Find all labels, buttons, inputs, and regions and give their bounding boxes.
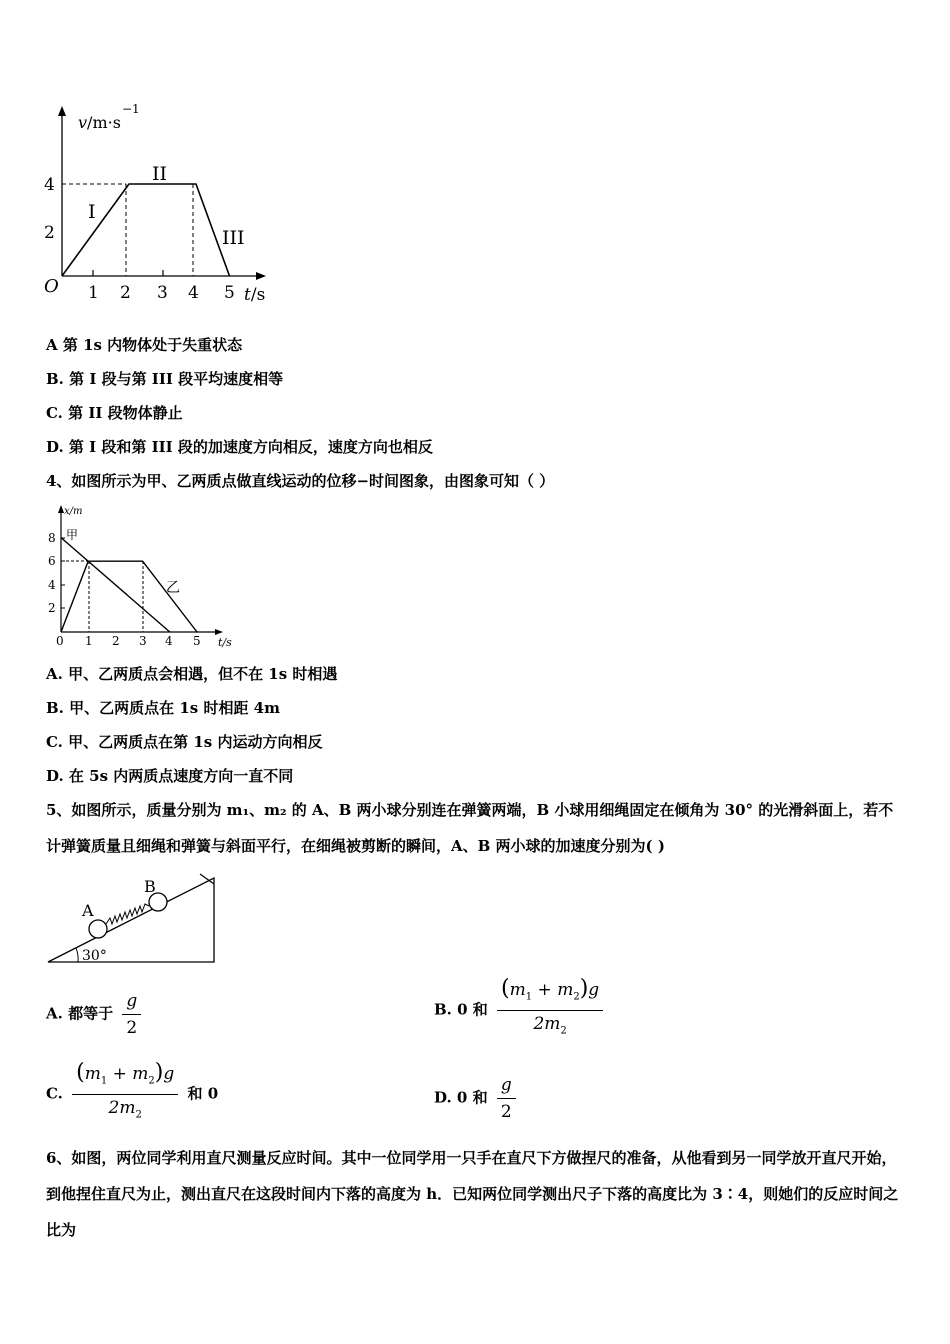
frac-numerator: g <box>122 990 141 1015</box>
xt-label-jia: 甲 <box>66 528 79 542</box>
vt-origin: O <box>44 276 59 297</box>
frac-denominator: 2 <box>126 1018 138 1038</box>
xt-y-tick-2: 2 <box>48 601 56 615</box>
xt-x-tick-3: 3 <box>139 634 147 648</box>
xt-y-tick-6: 6 <box>48 554 56 568</box>
xt-x-tick-1: 1 <box>85 634 93 648</box>
velocity-time-graph <box>38 98 278 310</box>
frac-denominator: $2m_2$ <box>533 1014 567 1037</box>
xt-y-tick-8: 8 <box>48 531 56 545</box>
q5-option-d <box>434 1074 520 1123</box>
q5-option-a <box>46 990 145 1039</box>
angle-arc <box>76 948 78 962</box>
vt-x-tick-3: 3 <box>157 283 168 303</box>
q5-option-c-text: C. <box>46 1084 63 1103</box>
xt-y-tick-4: 4 <box>48 578 56 592</box>
q4-option-c: C. 甲、乙两质点在第 1s 内运动方向相反 <box>46 733 323 751</box>
frac-denominator: 2 <box>500 1102 512 1122</box>
x-axis-arrow <box>256 272 266 280</box>
xt-x-label: t/s <box>218 636 232 649</box>
vt-y-exponent: −1 <box>122 102 140 116</box>
ball-b-label: B <box>144 877 156 896</box>
q5-stem: 5、如图所示，质量分别为 m₁、m₂ 的 A、B 两小球分别连在弹簧两端，B 小球用细绳固定在倾角为 30° 的光滑斜面上，若不计弹簧质量且细绳和弹簧与斜面平行，在细绳被剪断的瞬间，A、B 两小球的加速度分别为( ) <box>46 801 894 855</box>
q3-option-d: D. 第 I 段和第 III 段的加速度方向相反，速度方向也相反 <box>46 438 433 456</box>
frac-numerator: $(m_1 + m_2)g$ <box>497 978 603 1011</box>
vt-x-tick-1: 1 <box>88 283 99 303</box>
vt-x-tick-5: 5 <box>224 283 235 303</box>
vt-y-tick-2: 2 <box>44 223 55 243</box>
xt-x-tick-4: 4 <box>165 634 173 648</box>
vt-x-tick-marks <box>93 270 163 276</box>
angle-label: 30° <box>82 948 107 964</box>
xt-x-tick-5: 5 <box>193 634 201 648</box>
vt-seg-label-3: III <box>222 227 245 249</box>
vt-x-tick-4: 4 <box>188 283 199 303</box>
fraction-g-over-2 <box>497 1074 516 1123</box>
ball-a <box>89 920 107 938</box>
incline-figure <box>44 870 220 966</box>
q3-option-a: A 第 1s 内物体处于失重状态 <box>46 336 243 354</box>
frac-numerator: $(m_1 + m_2)g$ <box>72 1062 178 1095</box>
vt-y-tick-4: 4 <box>44 175 55 195</box>
fraction-g-over-2 <box>122 990 141 1039</box>
q5-option-a-text: A. 都等于 <box>46 1004 114 1023</box>
fraction-mass-g <box>72 1062 178 1127</box>
q4-stem: 4、如图所示为甲、乙两质点做直线运动的位移−时间图象，由图象可知（ ） <box>46 472 555 490</box>
vt-series-line <box>62 184 230 276</box>
vt-x-label: t/s <box>244 285 266 305</box>
vt-x-tick-2: 2 <box>120 283 131 303</box>
ball-a-label: A <box>82 901 94 920</box>
q6-stem: 6、如图，两位同学利用直尺测量反应时间。其中一位同学用一只手在直尺下方做捏尺的准备，从他看到另一同学放开直尺开始，到他捏住直尺为止，测出直尺在这段时间内下落的高度为 h．已知两位同学测出尺子下落的高度比为 3∶4，则她们的反应时间之比为 <box>46 1149 899 1239</box>
fraction-mass-g <box>497 978 603 1043</box>
q3-option-b: B. 第 I 段与第 III 段平均速度相等 <box>46 370 284 388</box>
xt-x-tick-2: 2 <box>112 634 120 648</box>
q5-option-b <box>434 978 607 1043</box>
y-axis-arrow <box>58 106 66 116</box>
xt-y-label: x/m <box>64 506 83 517</box>
q4-option-b: B. 甲、乙两质点在 1s 时相距 4m <box>46 699 280 717</box>
frac-denominator: $2m_2$ <box>108 1098 142 1121</box>
q4-option-a: A. 甲、乙两质点会相遇，但不在 1s 时相遇 <box>46 665 338 683</box>
xt-x-axis-arrow <box>215 629 223 635</box>
vt-seg-label-1: I <box>88 201 96 223</box>
frac-numerator: g <box>497 1074 516 1099</box>
q3-option-c: C. 第 II 段物体静止 <box>46 404 183 422</box>
q5-option-b-text: B. 0 和 <box>434 1000 488 1019</box>
q5-option-d-text: D. 0 和 <box>434 1088 488 1107</box>
q5-option-c-suffix: 和 0 <box>187 1084 219 1103</box>
xt-series-jia <box>61 538 170 632</box>
vt-y-label: v/m·s <box>78 113 121 132</box>
xt-origin: 0 <box>56 634 64 648</box>
q4-option-d: D. 在 5s 内两质点速度方向一直不同 <box>46 767 294 785</box>
position-time-graph <box>42 500 242 650</box>
q5-option-c <box>46 1062 218 1127</box>
vt-seg-label-2: II <box>152 163 168 185</box>
xt-label-yi: 乙 <box>166 580 180 596</box>
incline-triangle <box>48 878 214 962</box>
